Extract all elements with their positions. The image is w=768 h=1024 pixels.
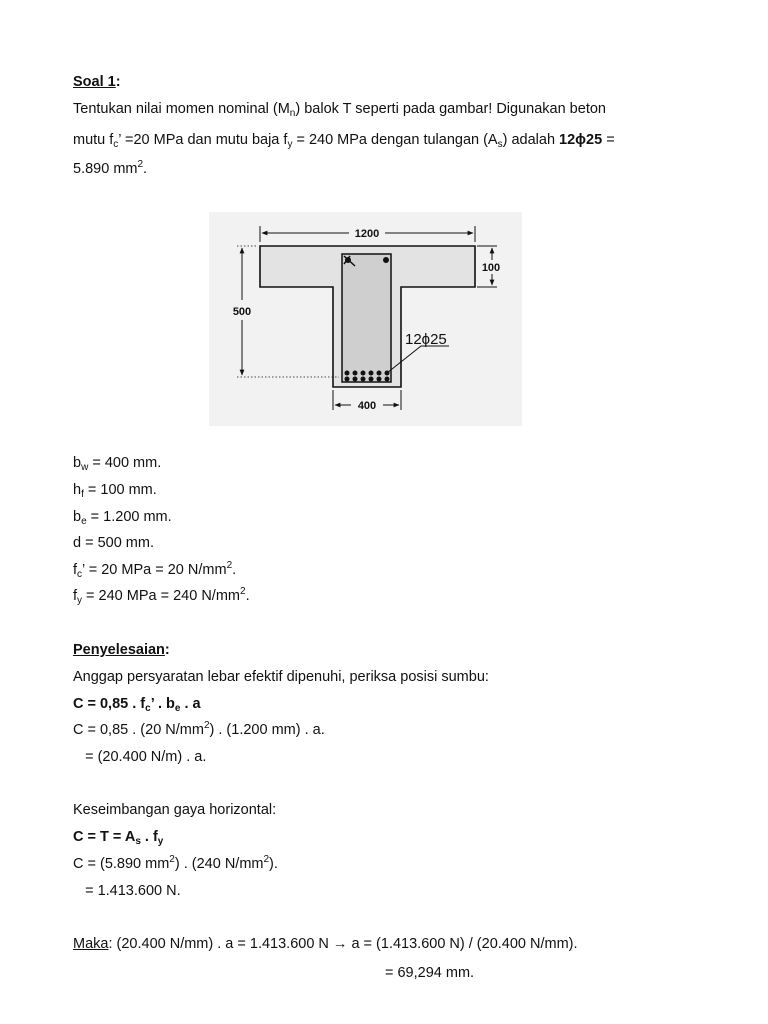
text: ).	[269, 856, 278, 872]
dim-left-label: 500	[232, 306, 252, 318]
text: ’ . b	[150, 696, 175, 712]
text: . f	[140, 829, 158, 845]
text: b	[73, 509, 82, 525]
text: h	[73, 482, 82, 498]
subscript: y	[287, 139, 293, 150]
text: C = 0,85 . (20 N/mm	[73, 722, 204, 738]
problem-heading: Soal 1	[73, 74, 116, 90]
subscript: n	[289, 108, 296, 119]
text: f	[73, 562, 78, 578]
subscript: c	[113, 139, 119, 150]
heading-colon: :	[115, 74, 121, 90]
top-bar-left	[345, 257, 351, 263]
subscript: e	[81, 516, 87, 527]
text: .	[232, 562, 237, 578]
given-d	[73, 534, 154, 552]
heading-colon: :	[164, 642, 170, 658]
given-be	[73, 508, 172, 526]
given-bw	[73, 454, 161, 472]
dim-right-label: 100	[481, 262, 501, 274]
maka-label: Maka	[73, 936, 109, 952]
subscript: s	[135, 836, 141, 847]
text: mutu f	[73, 132, 114, 148]
text: C = 0,85 . f	[73, 696, 146, 712]
solution-line-2	[73, 721, 325, 739]
text: = 240 MPa = 240 N/mm	[82, 588, 240, 604]
subscript: f	[81, 489, 84, 500]
dim-top-label: 1200	[354, 228, 380, 240]
text: C = T = A	[73, 829, 136, 845]
superscript: 2	[240, 586, 246, 597]
superscript: 2	[137, 159, 144, 170]
text: : (20.400 N/mm) . a = 1.413.600 N → a = (1.413.600 N) / (20.400 N/mm).	[108, 936, 578, 952]
text: ) balok T seperti pada gambar! Digunakan beton	[295, 101, 606, 117]
subscript: c	[77, 569, 83, 580]
solution-line-1	[73, 668, 489, 686]
problem-text-line-1	[73, 100, 606, 118]
rebar-label: 12ϕ25	[405, 331, 447, 348]
text: = 100 mm.	[83, 482, 157, 498]
stirrup	[342, 254, 391, 382]
top-bar-right	[383, 257, 389, 263]
text: .	[143, 161, 148, 177]
text: .	[245, 588, 250, 604]
solution-line-5	[73, 855, 278, 873]
text: f	[73, 588, 78, 604]
superscript: 2	[226, 560, 233, 571]
solution-heading: Penyelesaian	[73, 642, 165, 658]
text: ) adalah	[502, 132, 560, 148]
solution-line-8	[385, 964, 474, 982]
text: =	[602, 132, 615, 148]
subscript: s	[497, 139, 503, 150]
problem-heading-line	[73, 73, 121, 91]
given-hf	[73, 481, 157, 499]
text: Tentukan nilai momen nominal (M	[73, 101, 290, 117]
solution-line-6	[73, 882, 181, 900]
given-fy	[73, 587, 250, 605]
text: = (20.400 N/m) . a.	[73, 749, 207, 765]
subscript: e	[174, 703, 181, 714]
subscript: y	[157, 836, 164, 847]
text: = 240 MPa dengan tulangan (A	[292, 132, 498, 148]
subscript: w	[81, 462, 89, 473]
text: ’ =20 MPa dan mutu baja f	[118, 132, 288, 148]
dim-bottom-label: 400	[357, 400, 377, 412]
formula-equilibrium	[73, 828, 163, 846]
text: Keseimbangan gaya horizontal:	[73, 802, 277, 818]
subscript: c	[145, 703, 151, 714]
rebar-spec: 12ϕ25	[559, 132, 603, 148]
text: Anggap persyaratan lebar efektif dipenuhi, periksa posisi sumbu:	[73, 669, 489, 685]
superscript: 2	[169, 854, 175, 865]
problem-text-line-2	[73, 131, 615, 149]
text: d = 500 mm.	[73, 535, 154, 551]
superscript: 2	[203, 720, 210, 731]
text: = 69,294 mm.	[385, 965, 475, 981]
solution-line-7	[73, 935, 578, 953]
text: = 1.413.600 N.	[73, 883, 181, 899]
text: C = (5.890 mm	[73, 856, 170, 872]
text: ) . (1.200 mm) . a.	[209, 722, 325, 738]
t-beam-drawing	[209, 212, 522, 426]
text: b	[73, 455, 82, 471]
given-fc	[73, 561, 236, 579]
text: = 400 mm.	[88, 455, 162, 471]
text: ) . (240 N/mm	[174, 856, 264, 872]
subscript: y	[77, 595, 83, 606]
solution-line-4	[73, 801, 276, 819]
problem-text-line-3	[73, 160, 147, 178]
text: = 1.200 mm.	[86, 509, 172, 525]
solution-line-3	[73, 748, 206, 766]
text: 5.890 mm	[73, 161, 138, 177]
formula-compression	[73, 695, 201, 713]
superscript: 2	[263, 854, 270, 865]
solution-heading-line	[73, 641, 170, 659]
text: . a	[180, 696, 201, 712]
text: ’ = 20 MPa = 20 N/mm	[82, 562, 227, 578]
t-beam-figure	[209, 212, 522, 426]
